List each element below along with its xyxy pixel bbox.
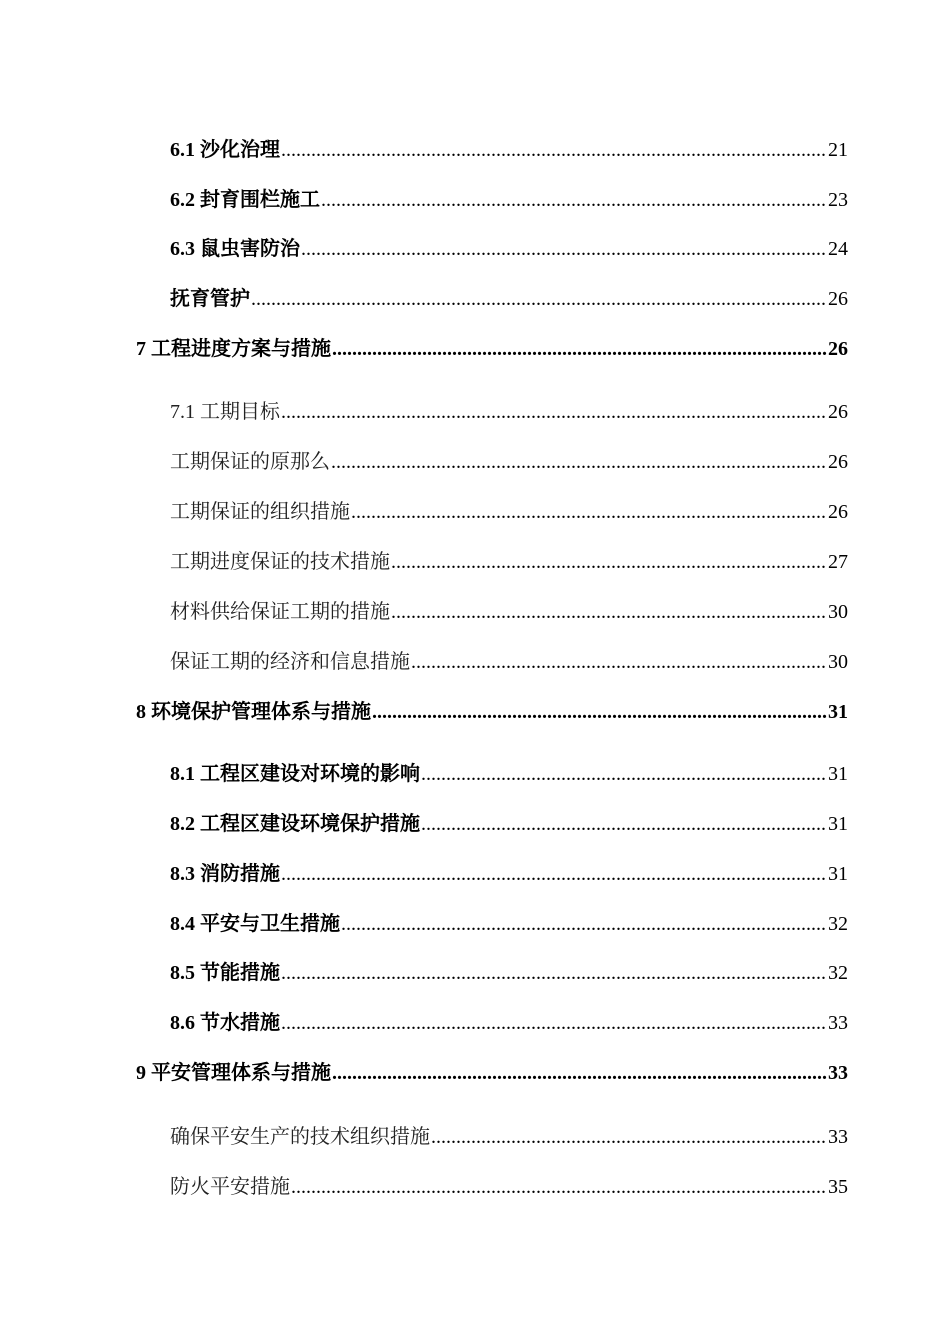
toc-entry[interactable] (170, 449, 848, 475)
toc-dot-leader (321, 187, 827, 213)
toc-dot-leader (251, 286, 827, 312)
toc-entry-title: 6.3 鼠虫害防治 (170, 238, 300, 260)
toc-dot-leader (351, 499, 827, 525)
toc-chapter[interactable] (136, 336, 848, 362)
toc-entry[interactable] (170, 861, 848, 887)
toc-entry[interactable] (170, 499, 848, 525)
toc-entry-title: 8.3 消防措施 (170, 863, 280, 885)
toc-entry-page: 24 (828, 238, 848, 260)
toc-chapter-page: 26 (828, 338, 848, 360)
toc-dot-leader (281, 1010, 827, 1036)
toc-entry-page: 32 (828, 913, 848, 935)
toc-entry-title: 保证工期的经济和信息措施 (170, 651, 410, 673)
toc-entry-page: 26 (828, 451, 848, 473)
toc-entry-page: 30 (828, 651, 848, 673)
toc-dot-leader (421, 761, 827, 787)
toc-chapter-title: 8 环境保护管理体系与措施 (136, 701, 371, 723)
toc-entry-title: 工期保证的组织措施 (170, 501, 350, 523)
toc-entry-page: 31 (828, 813, 848, 835)
toc-entry-title: 8.6 节水措施 (170, 1012, 280, 1034)
toc-entry[interactable] (170, 811, 848, 837)
toc-entry[interactable] (170, 761, 848, 787)
toc-dot-leader (391, 549, 827, 575)
toc-dot-leader (341, 911, 827, 937)
toc-entry-page: 33 (828, 1012, 848, 1034)
toc-entry-title: 工期进度保证的技术措施 (170, 551, 390, 573)
toc-entry-page: 35 (828, 1176, 848, 1198)
toc-entry-title: 7.1 工期目标 (170, 401, 280, 423)
toc-entry[interactable] (170, 236, 848, 262)
toc-entry[interactable] (170, 599, 848, 625)
toc-entry[interactable] (170, 960, 848, 986)
toc-chapter[interactable] (136, 699, 848, 725)
toc-entry[interactable] (170, 187, 848, 213)
toc-dot-leader (332, 1060, 827, 1086)
toc-dot-leader (281, 399, 827, 425)
toc-entry-page: 26 (828, 288, 848, 310)
toc-entry-page: 26 (828, 501, 848, 523)
toc-dot-leader (332, 336, 827, 362)
toc-entry[interactable] (170, 399, 848, 425)
toc-entry-title: 工期保证的原那么 (170, 451, 330, 473)
toc-entry-title: 6.1 沙化治理 (170, 139, 280, 161)
toc-dot-leader (291, 1174, 827, 1200)
toc-entry[interactable] (170, 1174, 848, 1200)
toc-dot-leader (421, 811, 827, 837)
toc-entry-title: 材料供给保证工期的措施 (170, 601, 390, 623)
toc-entry-title: 抚育管护 (170, 288, 250, 310)
toc-entry-page: 26 (828, 401, 848, 423)
toc-entry-title: 8.4 平安与卫生措施 (170, 913, 340, 935)
toc-entry[interactable] (170, 1010, 848, 1036)
toc-chapter[interactable] (136, 1060, 848, 1086)
toc-entry-page: 33 (828, 1126, 848, 1148)
toc-entry[interactable] (170, 549, 848, 575)
toc-entry[interactable] (170, 649, 848, 675)
toc-entry[interactable] (170, 137, 848, 163)
toc-chapter-title: 7 工程进度方案与措施 (136, 338, 331, 360)
toc-entry-page: 27 (828, 551, 848, 573)
toc-dot-leader (331, 449, 827, 475)
toc-entry-page: 31 (828, 763, 848, 785)
toc-dot-leader (431, 1124, 827, 1150)
toc-dot-leader (281, 960, 827, 986)
toc-chapter-page: 33 (828, 1062, 848, 1084)
toc-chapter-title: 9 平安管理体系与措施 (136, 1062, 331, 1084)
toc-entry-title: 8.1 工程区建设对环境的影响 (170, 763, 420, 785)
toc-entry-page: 32 (828, 962, 848, 984)
toc-entry-title: 确保平安生产的技术组织措施 (170, 1126, 430, 1148)
toc-entry-page: 23 (828, 189, 848, 211)
toc-entry-page: 31 (828, 863, 848, 885)
toc-entry[interactable] (170, 286, 848, 312)
toc-dot-leader (391, 599, 827, 625)
toc-entry[interactable] (170, 911, 848, 937)
toc-dot-leader (301, 236, 827, 262)
toc-entry-title: 8.5 节能措施 (170, 962, 280, 984)
toc-dot-leader (372, 699, 827, 725)
toc-dot-leader (281, 861, 827, 887)
toc-entry-title: 防火平安措施 (170, 1176, 290, 1198)
toc-entry-page: 21 (828, 139, 848, 161)
toc-entry-page: 30 (828, 601, 848, 623)
toc-entry-title: 8.2 工程区建设环境保护措施 (170, 813, 420, 835)
toc-dot-leader (411, 649, 827, 675)
toc-dot-leader (281, 137, 827, 163)
toc-entry[interactable] (170, 1124, 848, 1150)
toc-entry-title: 6.2 封育围栏施工 (170, 189, 320, 211)
toc-chapter-page: 31 (828, 701, 848, 723)
